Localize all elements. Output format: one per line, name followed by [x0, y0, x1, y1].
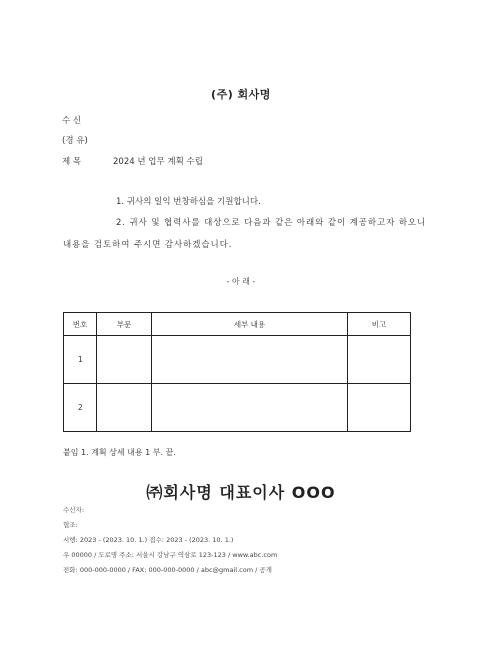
footer-address: 우 00000 / 도로명 주소: 서울시 강남구 역삼로 123-123 / www.abc.com — [63, 551, 278, 559]
table-header-row — [64, 313, 411, 336]
header-detail: 세부 내용 — [152, 313, 348, 336]
recipient-label: 수 신 — [62, 116, 82, 126]
attachment-line: 붙임 1. 계획 상세 내용 1 부. 끝. — [63, 448, 176, 457]
subject-label: 제 목 — [62, 157, 82, 167]
table-row — [64, 384, 411, 432]
row-note — [348, 384, 411, 432]
row-detail — [152, 384, 348, 432]
paragraph-2-line-1: 2. 귀사 및 협력사를 대상으로 다음과 같은 아래와 같이 계공하고자 하오니 — [116, 218, 427, 228]
row-number: 2 — [64, 384, 97, 432]
ceo-signature-line: ㈜회사명 대표이사 OOO — [146, 483, 336, 502]
subject-value: 2024 년 업무 계획 수립 — [113, 157, 203, 167]
items-table — [63, 312, 411, 432]
below-label: - 아 래 - — [226, 277, 256, 286]
paragraph-2-line-2: 내용을 검토하여 주시면 감사하겠습니다. — [63, 240, 233, 250]
header-number: 번호 — [64, 313, 97, 336]
footer-dates: 시행: 2023 - (2023. 10. 1.) 접수: 2023 - (2023. 10. 1.) — [63, 536, 234, 544]
footer-recipient: 수신자: — [63, 506, 85, 514]
header-note: 비고 — [348, 313, 411, 336]
company-title: (주) 회사명 — [211, 88, 271, 101]
row-department — [97, 384, 152, 432]
table-row — [64, 336, 411, 384]
via-label: (경 유) — [62, 136, 88, 146]
row-number: 1 — [64, 336, 97, 384]
footer-contact: 전화: 000-000-0000 / FAX: 000-000-0000 / abc@gmail.com / 공개 — [63, 566, 272, 574]
paragraph-1: 1. 귀사의 일익 번창하심을 기원합니다. — [116, 197, 261, 207]
footer-cooperation: 협조: — [63, 521, 78, 529]
row-note — [348, 336, 411, 384]
row-detail — [152, 336, 348, 384]
header-department: 부문 — [97, 313, 152, 336]
row-department — [97, 336, 152, 384]
